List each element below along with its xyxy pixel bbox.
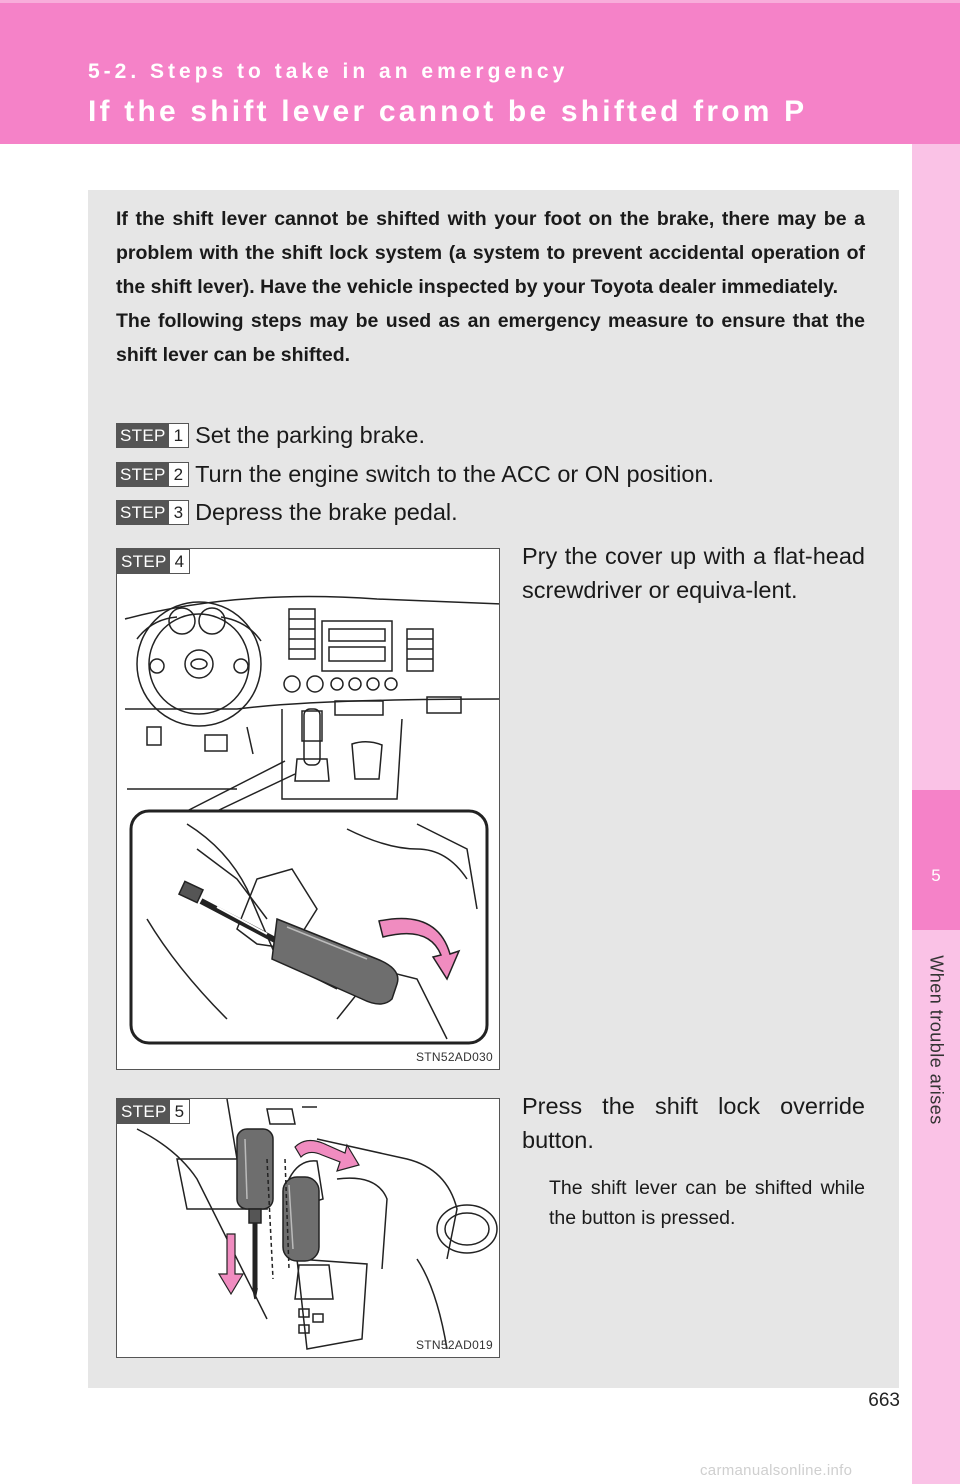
step-badge-number: 2 — [169, 463, 188, 486]
step-text: Set the parking brake. — [195, 421, 425, 448]
step-text: Turn the engine switch to the ACC or ON position. — [195, 460, 715, 487]
shift-lever-illustration — [117, 1099, 500, 1358]
section-label: 5-2. Steps to take in an emergency — [88, 60, 569, 83]
step-5-figure — [116, 1098, 500, 1358]
step-badge-word: STEP — [117, 501, 169, 524]
chapter-tab-active[interactable] — [912, 790, 960, 930]
step-badge — [117, 549, 190, 574]
step-badge — [116, 462, 189, 487]
step-badge — [116, 500, 189, 525]
chapter-number: 5 — [931, 866, 941, 885]
step-badge-word: STEP — [117, 424, 169, 447]
intro-paragraph: The following steps may be used as an emergency measure to ensure that the shift lever can be shifted. — [116, 310, 865, 366]
step-badge-number: 5 — [170, 1100, 189, 1123]
step-3 — [116, 497, 458, 527]
step-2 — [116, 459, 714, 489]
step-1 — [116, 420, 425, 450]
page-number: 663 — [868, 1390, 900, 1411]
step-badge-word: STEP — [117, 463, 169, 486]
step-text: Depress the brake pedal. — [195, 498, 458, 525]
header-edge — [0, 0, 960, 3]
intro-paragraph: If the shift lever cannot be shifted with your foot on the brake, there may be a problem with the shift lock system (a system to prevent accidental operation of the shift lever). Have the vehicle inspected by your Toyota dealer immediately. — [116, 208, 865, 298]
intro-text — [116, 202, 865, 372]
step-5-text: Press the shift lock override button. — [522, 1093, 865, 1153]
page-title: If the shift lever cannot be shifted from P — [88, 95, 808, 128]
step-badge — [117, 1099, 190, 1124]
shift-arrow-icon — [295, 1140, 359, 1171]
step-badge-number: 3 — [169, 501, 188, 524]
step-badge-word: STEP — [118, 1100, 170, 1123]
step-badge — [116, 423, 189, 448]
figure-code: STN52AD019 — [415, 1338, 493, 1352]
watermark: carmanualsonline.info — [700, 1462, 853, 1479]
step-4-figure — [116, 548, 500, 1070]
dashboard-illustration — [117, 549, 500, 1070]
step-5-note: The shift lever can be shifted while the button is pressed. — [549, 1177, 865, 1229]
step-badge-number: 4 — [170, 550, 189, 573]
figure-code: STN52AD030 — [415, 1050, 493, 1064]
step-badge-number: 1 — [169, 424, 188, 447]
chapter-title: When trouble arises — [926, 955, 947, 1125]
step-4-text: Pry the cover up with a flat-head screwdriver or equiva-lent. — [522, 543, 865, 603]
step-badge-word: STEP — [118, 550, 170, 573]
